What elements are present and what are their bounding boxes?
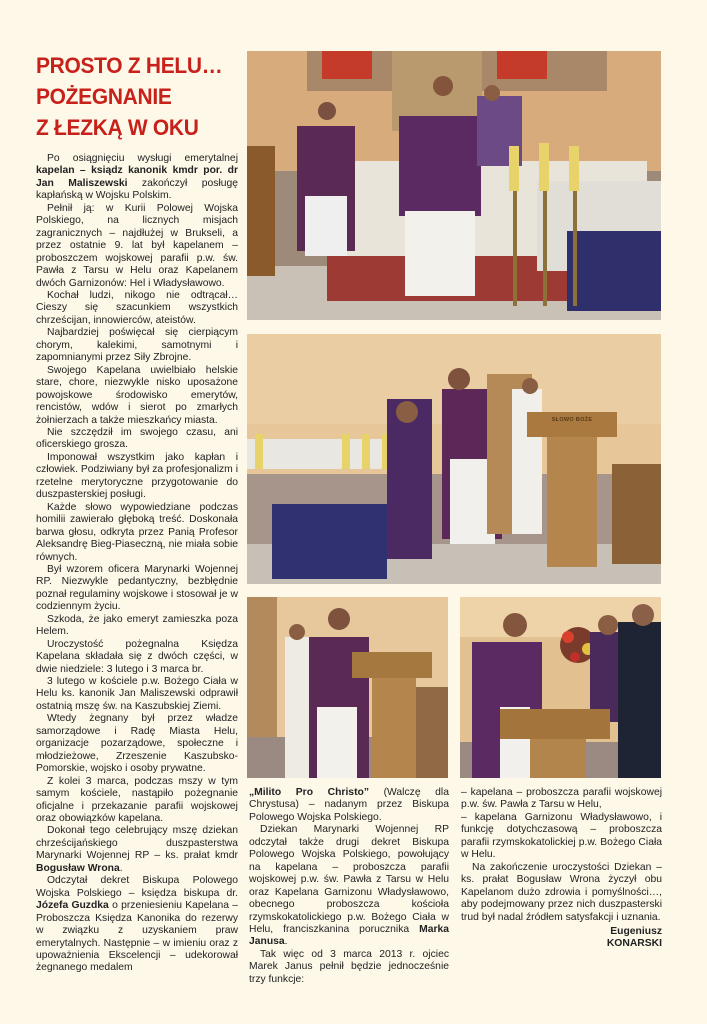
headline-line-2: POŻEGNANIE: [36, 84, 172, 109]
lectern-sign: SŁOWO BOŻE: [551, 417, 593, 423]
paragraph-16-start: Odczytał dekret Biskupa Polowego Wojska Polskiego – księdza biskupa dr. Józefa Guzdka o przeniesieniu Kapelana – Proboszcza Księdza Kanonika do rezerwy w związku z uzyskaniem praw emerytalnych. Następnie – w imieniu oraz z upoważnienia Ekscelencji – udekorował żegnanego medalem: [36, 875, 238, 974]
author-first-name: Eugeniusz: [610, 925, 662, 937]
paragraph-6: Nie szczędził im swojego czasu, ani oficerskiego grosza.: [36, 426, 238, 451]
paragraph-3: Kochał ludzi, nikogo nie odtrącał… Cieszy się szacunkiem wszystkich chrześcijan, innowierców, ateistów.: [36, 289, 238, 326]
paragraph-15: Dokonał tego celebrujący mszę dziekan chrześcijańskiego duszpasterstwa Marynarki Wojennej RP – ks. prałat kmdr Bogusław Wrona.: [36, 825, 238, 874]
paragraph-4: Najbardziej poświęcał się cierpiącym chorym, kalekimi, samotnymi i zapomnianymi przez Siły Zbrojne.: [36, 327, 238, 364]
photo-farewell-flowers: [460, 597, 661, 778]
author-last-name: KONARSKI: [606, 938, 662, 950]
paragraph-12: 3 lutego w kościele p.w. Bożego Ciała w Helu ks. kanonik Jan Maliszewski odprawił ostatnią mszę św. na Kaszubskiej Ziemi.: [36, 676, 238, 712]
function-item-2: – kapelana Garnizonu Władysławowo, i funkcję dotychczasową – proboszcza parafii rzymskokatolickiej p.w. Bożego Ciała w Helu.: [461, 811, 662, 861]
paragraph-17: Dziekan Marynarki Wojennej RP odczytał także drugi dekret Biskupa Polowego Wojska Polskiego, powołujący na kapelana – proboszcza parafii wojskowej p.w. św. Pawła z Tarsu w Helu oraz Kapelana Garnizonu Władysławowo, obecnego proboszcza kościoła rzymskokatolickiego p.w. Bożego Ciała w Helu, franciszkanina porucznika Marka Janusa.: [249, 824, 449, 948]
paragraph-14: Z kolei 3 marca, podczas mszy w tym samym kościele, nastąpiło pożegnanie oficjalne i przekazanie parafii wojskowej oraz obowiązków kapelana.: [36, 775, 238, 825]
paragraph-2: Pełnił ją: w Kurii Polowej Wojska Polskiego, na licznych misjach zagranicznych – najdłużej w Brukseli, a przez ostatnie 9. lat był kapelanem – proboszczem wojskowej parafii p.w. św. Pawła z Tarsu w Helu oraz Kapelanem dwóch Garnizonów: Hel i Władysławowo.: [36, 202, 238, 289]
article-column-2: [249, 787, 449, 986]
headline-line-3: Z ŁEZKĄ W OKU: [36, 115, 199, 140]
paragraph-16-end: „Milito Pro Christo” (Walczę dla Chrystusa) – nadanym przez Biskupa Polowego Wojska Polskiego.: [249, 787, 449, 823]
photo-greeting-at-lectern: [247, 334, 661, 584]
paragraph-18: Tak więc od 3 marca 2013 r. ojciec Marek Janus pełnił będzie jednocześnie trzy funkcje:: [249, 948, 449, 985]
paragraph-5: Swojego Kapelana uwielbiało helskie stare, chore, niezwykle nisko uposażone powojskowe środowisko emerytów, rencistów, wdów i sierot po zmarłych żołnierzach a także mieszkańcy miasta.: [36, 364, 238, 426]
article-headline: [36, 50, 227, 143]
paragraph-10: Szkoda, że jako emeryt zamieszka poza Helem.: [36, 613, 238, 638]
paragraph-11: Uroczystość pożegnalna Księdza Kapelana składała się z dwóch części, w dwie niedziele: 3 lutego i 3 marca br.: [36, 638, 238, 675]
paragraph-8: Każde słowo wypowiedziane podczas homilii zawierało głęboką treść. Doskonała barwa głosu, odkryta przez Panią Profesor Aleksandrę Bieg-Piaseczną, nie miała sobie równych.: [36, 501, 238, 563]
headline-line-1: PROSTO Z HELU…: [36, 53, 223, 78]
photo-priest-at-lectern: [247, 597, 448, 778]
article-column-3: [461, 787, 662, 951]
paragraph-1: Po osiągnięciu wysługi emerytalnej kapelan – ksiądz kanonik kmdr por. dr Jan Maliszewski zakończył posługę kapłańską w Wojsku Polskim.: [36, 153, 238, 202]
photo-altar-homily: [247, 51, 661, 320]
article-column-1: [36, 153, 238, 975]
paragraph-9: Był wzorem oficera Marynarki Wojennej RP. Niezwykle pedantyczny, bezbłędnie poznał regulaminy wojskowe i stosował je w codziennym życiu.: [36, 563, 238, 613]
author-signature: [461, 926, 662, 951]
paragraph-13: Wtedy żegnany był przez władze samorządowe i Radę Miasta Helu, organizacje pozarządowe, społeczne i młodzieżowe, Zrzeszenie Kaszubsko-Pomorskie, wojsko i osoby prywatne.: [36, 713, 238, 775]
function-item-1: – kapelana – proboszcza parafii wojskowej p.w. św. Pawła z Tarsu w Helu,: [461, 787, 662, 811]
paragraph-19: Na zakończenie uroczystości Dziekan – ks. prałat Bogusław Wrona życzył obu Kapelanom dużo zdrowia i pomyślności…, aby podejmowany przez nich duszpasterski trud był nadal źródłem satysfakcji i uznania.: [461, 861, 662, 923]
paragraph-7: Imponował wszystkim jako kapłan i człowiek. Podziwiany był za profesjonalizm i rzetelne merytoryczne przygotowanie do duszpasterskiej posługi.: [36, 451, 238, 501]
